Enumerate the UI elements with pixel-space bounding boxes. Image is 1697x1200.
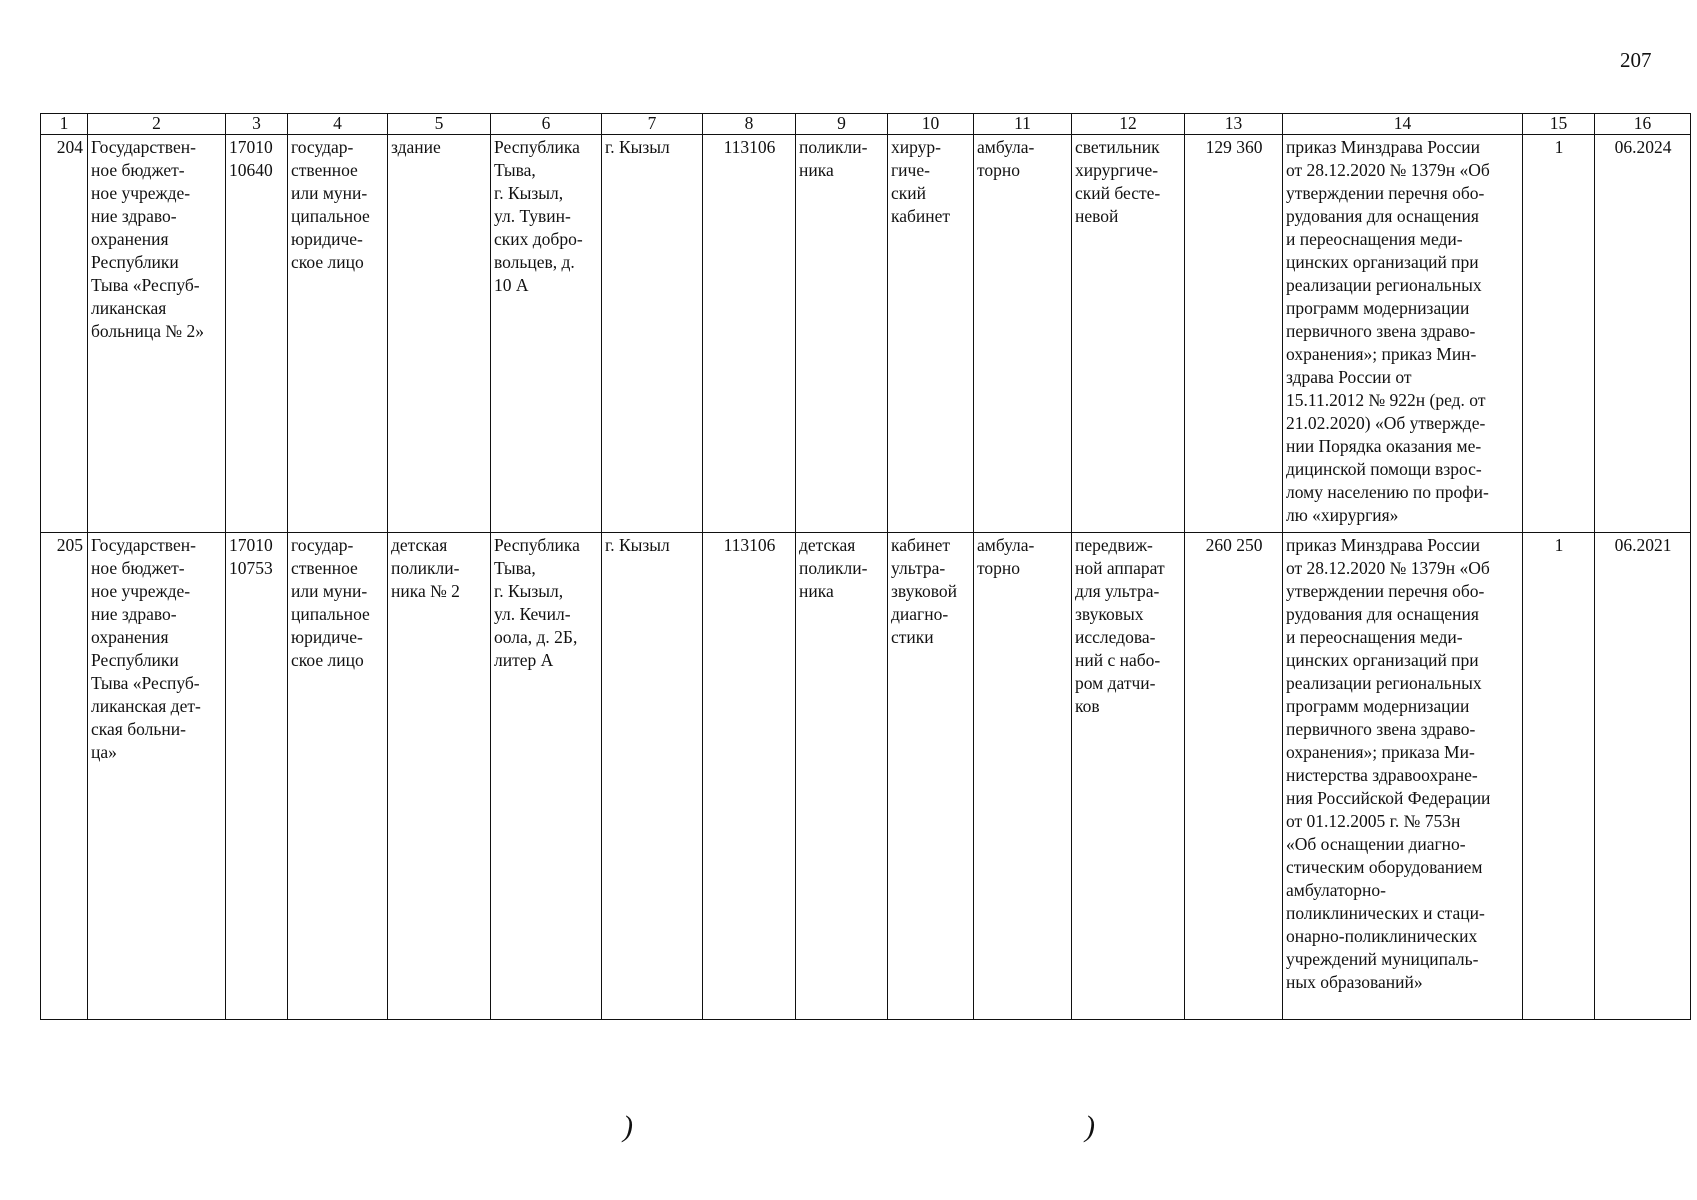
subdivision: детская поликли- ника № 2: [388, 533, 491, 1020]
equipment-code: 260 250: [1185, 533, 1283, 1020]
care-conditions: амбула- торно: [974, 533, 1072, 1020]
subdivision: здание: [388, 135, 491, 533]
equipment-table: [40, 113, 1691, 1020]
organization-code: 17010 10640: [226, 135, 288, 533]
column-number-row: [41, 114, 1691, 135]
settlement: г. Кызыл: [602, 135, 703, 533]
row-number: 205: [41, 533, 88, 1020]
organization-code: 17010 10753: [226, 533, 288, 1020]
facility-type: поликли- ника: [796, 135, 888, 533]
equipment-name: передвиж- ной аппарат для ультра- звуковых исследова- ний с набо- ром датчи- ков: [1072, 533, 1185, 1020]
facility-type: детская поликли- ника: [796, 533, 888, 1020]
organization-name: Государствен- ное бюджет- ное учрежде- ние здраво- охранения Республики Тыва «Респуб- ликанская больница № 2»: [88, 135, 226, 533]
regulatory-basis: приказ Минздрава России от 28.12.2020 № 1379н «Об утверждении перечня обо- рудования для оснащения и переоснащения меди- цинских организаций при реализации региональных программ модернизации первичного звена здраво- охранения»; приказа Ми- нистерства здравоохране- ния Российской Федерации от 01.12.2005 г. № 753н «Об оснащении диагно- стическим оборудованием амбулаторно- поликлинических и стаци- онарно-поликлинических учреждений муниципаль- ных образований»: [1283, 533, 1523, 1020]
column-number: 9: [796, 114, 888, 135]
legal-form: государ- ственное или муни- ципальное юридиче- ское лицо: [288, 533, 388, 1020]
equipment-name: светильник хирургиче- ский бесте- невой: [1072, 135, 1185, 533]
department: хирур- гиче- ский кабинет: [888, 135, 974, 533]
delivery-date: 06.2024: [1595, 135, 1691, 533]
column-number: 4: [288, 114, 388, 135]
column-number: 10: [888, 114, 974, 135]
page-number: 207: [1620, 48, 1652, 72]
column-number: 1: [41, 114, 88, 135]
quantity: 1: [1523, 533, 1595, 1020]
settlement: г. Кызыл: [602, 533, 703, 1020]
legal-form: государ- ственное или муни- ципальное юридиче- ское лицо: [288, 135, 388, 533]
table-row: [41, 533, 1691, 1020]
column-number: 6: [491, 114, 602, 135]
quantity: 1: [1523, 135, 1595, 533]
table-row: [41, 135, 1691, 533]
row-number: 204: [41, 135, 88, 533]
delivery-date: 06.2021: [1595, 533, 1691, 1020]
equipment-code: 129 360: [1185, 135, 1283, 533]
department: кабинет ультра- звуковой диагно- стики: [888, 533, 974, 1020]
column-number: 7: [602, 114, 703, 135]
column-number: 12: [1072, 114, 1185, 135]
address: Республика Тыва, г. Кызыл, ул. Кечил- оола, д. 2Б, литер А: [491, 533, 602, 1020]
care-conditions: амбула- торно: [974, 135, 1072, 533]
settlement-code: 113106: [703, 135, 796, 533]
column-number: 8: [703, 114, 796, 135]
handwritten-mark: ): [1085, 1110, 1095, 1143]
organization-name: Государствен- ное бюджет- ное учрежде- ние здраво- охранения Республики Тыва «Респуб- ликанская дет- ская больни- ца»: [88, 533, 226, 1020]
settlement-code: 113106: [703, 533, 796, 1020]
regulatory-basis: приказ Минздрава России от 28.12.2020 № 1379н «Об утверждении перечня обо- рудования для оснащения и переоснащения меди- цинских организаций при реализации региональных программ модернизации первичного звена здраво- охранения»; приказ Мин- здрава России от 15.11.2012 № 922н (ред. от 21.02.2020) «Об утвержде- нии Порядка оказания ме- дицинской помощи взрос- лому населению по профи- лю «хирургия»: [1283, 135, 1523, 533]
column-number: 2: [88, 114, 226, 135]
column-number: 11: [974, 114, 1072, 135]
column-number: 15: [1523, 114, 1595, 135]
address: Республика Тыва, г. Кызыл, ул. Тувин- ских добро- вольцев, д. 10 А: [491, 135, 602, 533]
column-number: 16: [1595, 114, 1691, 135]
column-number: 13: [1185, 114, 1283, 135]
column-number: 5: [388, 114, 491, 135]
column-number: 3: [226, 114, 288, 135]
column-number: 14: [1283, 114, 1523, 135]
handwritten-mark: ): [623, 1110, 633, 1143]
